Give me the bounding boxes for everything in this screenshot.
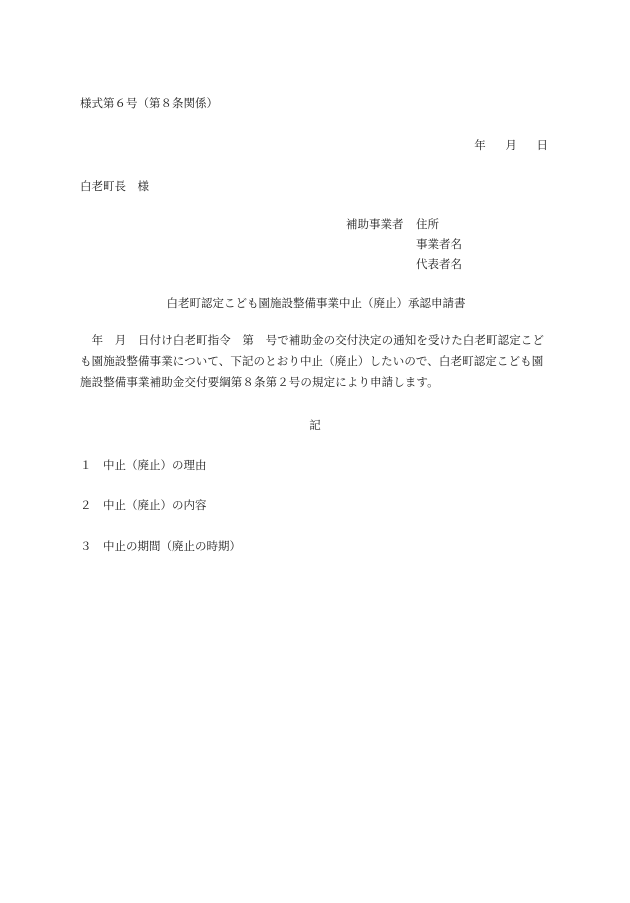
item-number: ２ [80, 498, 92, 512]
date-day: 日 [536, 138, 548, 152]
applicant-business-name-label: 事業者名 [416, 237, 462, 251]
body-line-3: 施設整備事業補助金交付要綱第８条第２号の規定により申請します。 [80, 375, 439, 389]
date-year: 年 [474, 138, 486, 152]
applicant-row-address [346, 219, 462, 239]
list-item-content [80, 500, 207, 512]
applicant-representative-label: 代表者名 [416, 257, 462, 271]
ki-heading: 記 [309, 418, 321, 432]
date-line [474, 140, 548, 152]
item-text: 中止（廃止）の内容 [103, 498, 207, 512]
item-text: 中止（廃止）の理由 [103, 458, 207, 472]
applicant-row-representative [346, 259, 462, 279]
list-item-period [80, 541, 241, 553]
date-month: 月 [505, 138, 517, 152]
item-number: ３ [80, 539, 92, 553]
body-paragraph [80, 330, 551, 393]
body-line-1: 年 月 日付け白老町指令 第 号で補助金の交付決定の通知を受けた白老町認定こど [80, 333, 544, 347]
list-item-reason [80, 460, 207, 472]
addressee: 白老町長 様 [80, 179, 149, 193]
document-title-text: 白老町認定こども園施設整備事業中止（廃止）承認申請書 [166, 296, 466, 310]
document-title [0, 298, 630, 310]
applicant-address-label: 住所 [416, 217, 439, 231]
applicant-role: 補助事業者 [346, 217, 404, 231]
form-number: 様式第６号（第８条関係） [80, 96, 218, 110]
applicant-row-business-name [346, 239, 462, 259]
body-line-2: も園施設整備事業について、下記のとおり中止（廃止）したいので、白老町認定こども園 [80, 354, 544, 368]
item-number: １ [80, 458, 92, 472]
applicant-block [346, 219, 462, 279]
item-text: 中止の期間（廃止の時期） [103, 539, 241, 553]
